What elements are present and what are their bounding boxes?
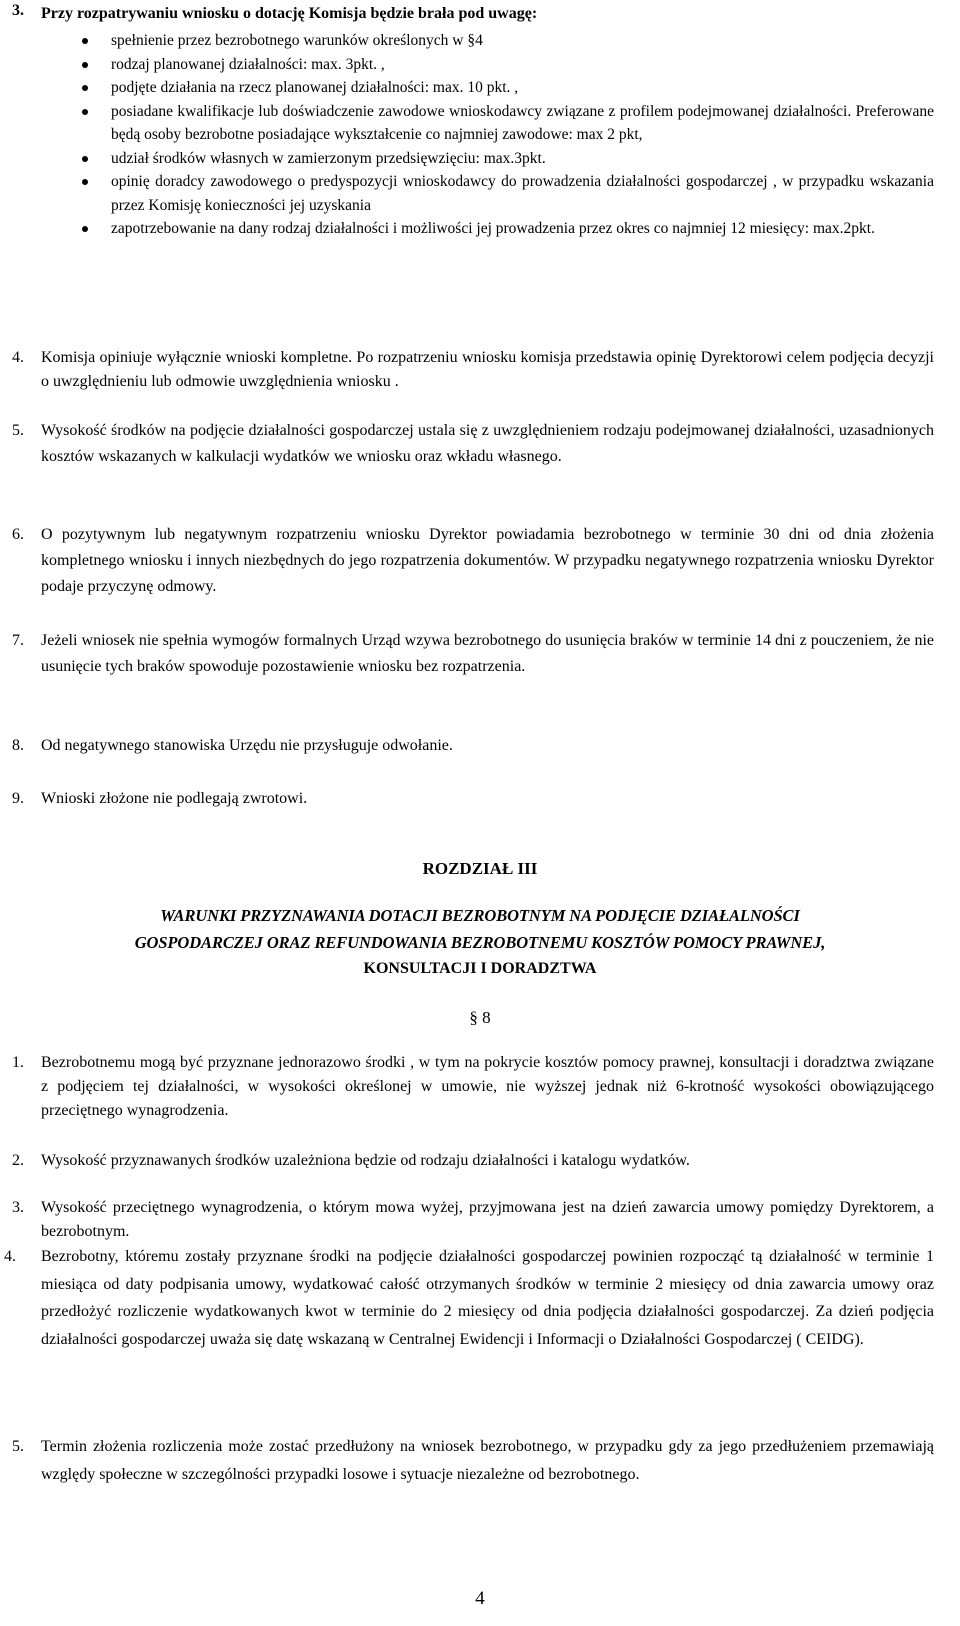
- list-item: rodzaj planowanej działalności: max. 3pkt. ,: [82, 53, 934, 77]
- item-number: 2.: [12, 1152, 24, 1169]
- numbered-item-8: [12, 734, 934, 758]
- item-text: Termin złożenia rozliczenia może zostać przedłużony na wniosek bezrobotnego, w przypadku gdy za jego przedłużeniem przemawiają względy społeczne w szczególności przypadki losowe i sytuacje niezależne od bezrobotnego.: [41, 1438, 934, 1483]
- bullet-icon: [82, 179, 88, 185]
- chapter-subtitle-line-1: WARUNKI PRZYZNAWANIA DOTACJI BEZROBOTNYM NA PODJĘCIE DZIAŁALNOŚCI: [160, 906, 800, 925]
- section-3-heading: Przy rozpatrywaniu wniosku o dotację Komisja będzie brała pod uwagę:: [41, 5, 538, 22]
- item-number: 9.: [12, 790, 24, 807]
- paragraph-item-4: [4, 1243, 934, 1353]
- item-text: Wysokość przeciętnego wynagrodzenia, o którym mowa wyżej, przyjmowana jest na dzień zawarcia umowy pomiędzy Dyrektorem, a bezrobotnym.: [41, 1199, 934, 1240]
- list-item: spełnienie przez bezrobotnego warunków określonych w §4: [82, 29, 934, 53]
- item-number: 4.: [12, 349, 24, 366]
- paragraph-item-2: [12, 1149, 934, 1173]
- item-text: Wnioski złożone nie podlegają zwrotowi.: [41, 790, 308, 807]
- item-text: Jeżeli wniosek nie spełnia wymogów formalnych Urząd wzywa bezrobotnego do usunięcia braków w terminie 14 dni z pouczeniem, że nie usunięcie tych braków spowoduje pozostawienie wniosku bez rozpatrzenia.: [41, 632, 934, 675]
- bullet-icon: [82, 85, 88, 91]
- bullet-icon: [82, 156, 88, 162]
- item-number: 7.: [12, 632, 24, 649]
- chapter-title: ROZDZIAŁ III: [422, 859, 538, 878]
- criteria-list: [82, 29, 934, 241]
- list-item: udział środków własnych w zamierzonym przedsięwzięciu: max.3pkt.: [82, 147, 934, 171]
- item-number: 5.: [12, 1438, 24, 1455]
- bullet-icon: [82, 62, 88, 68]
- item-number: 8.: [12, 737, 24, 754]
- paragraph-item-1: [12, 1051, 934, 1123]
- page-number: 4: [475, 1588, 485, 1609]
- list-item: opinię doradcy zawodowego o predyspozycji wnioskodawcy do prowadzenia działalności gospodarczej , w przypadku wskazania przez Komisję konieczności jej uzyskania: [82, 170, 934, 217]
- list-item: posiadane kwalifikacje lub doświadczenie zawodowe wnioskodawcy związane z profilem podejmowanej działalności. Preferowane będą osoby bezrobotne posiadające wykształcenie co najmniej zawodowe: max 2 pkt,: [82, 100, 934, 147]
- item-text: Wysokość środków na podjęcie działalności gospodarczej ustala się z uwzględnieniem rodzaju podejmowanej działalności, uzasadnionych kosztów wskazanych w kalkulacji wydatków we wniosku oraz wkładu własnego.: [41, 422, 934, 465]
- item-number: 3.: [12, 2, 24, 19]
- item-text: Od negatywnego stanowiska Urzędu nie przysługuje odwołanie.: [41, 737, 453, 754]
- item-text: Bezrobotnemu mogą być przyznane jednorazowo środki , w tym na pokrycie kosztów pomocy prawnej, konsultacji i doradztwa związane z podjęciem tej działalności, w wysokości określonej w umowie, nie wyższej jednak niż 6-krotność wysokości obowiązującego przeciętnego wynagrodzenia.: [41, 1054, 934, 1119]
- item-text: Komisja opiniuje wyłącznie wnioski kompletne. Po rozpatrzeniu wniosku komisja przedstawia opinię Dyrektorowi celem podjęcia decyzji o uwzględnieniu lub odmowie uwzględnienia wniosku .: [41, 349, 934, 390]
- paragraph-item-3: [12, 1196, 934, 1244]
- numbered-item-7: [12, 628, 934, 680]
- item-text: O pozytywnym lub negatywnym rozpatrzeniu wniosku Dyrektor powiadamia bezrobotnego w terminie 30 dni od dnia złożenia kompletnego wniosku i innych niezbędnych do jego rozpatrzenia dokumentów. W przypadku negatywnego rozpatrzenia wniosku Dyrektor podaje przyczynę odmowy.: [41, 526, 934, 595]
- bullet-icon: [82, 109, 88, 115]
- item-number: 1.: [12, 1054, 24, 1071]
- paragraph-item-5: [12, 1433, 934, 1488]
- bullet-icon: [82, 226, 88, 232]
- paragraph-sign: § 8: [469, 1008, 491, 1027]
- list-item: podjęte działania na rzecz planowanej działalności: max. 10 pkt. ,: [82, 76, 934, 100]
- item-text: Wysokość przyznawanych środków uzależniona będzie od rodzaju działalności i katalogu wydatków.: [41, 1152, 690, 1169]
- numbered-item-5: [12, 418, 934, 470]
- item-number: 3.: [12, 1199, 24, 1216]
- numbered-item-4: [12, 346, 934, 394]
- numbered-item-9: [12, 787, 934, 811]
- section-3: [12, 2, 934, 25]
- item-number: 4.: [4, 1248, 16, 1265]
- chapter-subtitle-line-2: GOSPODARCZEJ ORAZ REFUNDOWANIA BEZROBOTNEMU KOSZTÓW POMOCY PRAWNEJ,: [134, 933, 826, 952]
- bullet-icon: [82, 38, 88, 44]
- item-number: 6.: [12, 526, 24, 543]
- list-item: zapotrzebowanie na dany rodzaj działalności i możliwości jej prowadzenia przez okres co najmniej 12 miesięcy: max.2pkt.: [82, 217, 934, 241]
- chapter-subtitle-line-3: KONSULTACJI I DORADZTWA: [363, 960, 597, 977]
- item-number: 5.: [12, 422, 24, 439]
- item-text: Bezrobotny, któremu zostały przyznane środki na podjęcie działalności gospodarczej powinien rozpocząć tą działalność w terminie 1 miesiąca od daty podpisania umowy, wydatkować całość otrzymanych środków w terminie 2 miesięcy od dnia zawarcia umowy oraz przedłożyć rozliczenie wydatkowanych kwot w terminie do 2 miesięcy od dnia podjęcia działalności gospodarczej. Za dzień podjęcia działalności gospodarczej uważa się datę wskazaną w Centralnej Ewidencji i Informacji o Działalności Gospodarczej ( CEIDG).: [41, 1248, 934, 1348]
- numbered-item-6: [12, 522, 934, 600]
